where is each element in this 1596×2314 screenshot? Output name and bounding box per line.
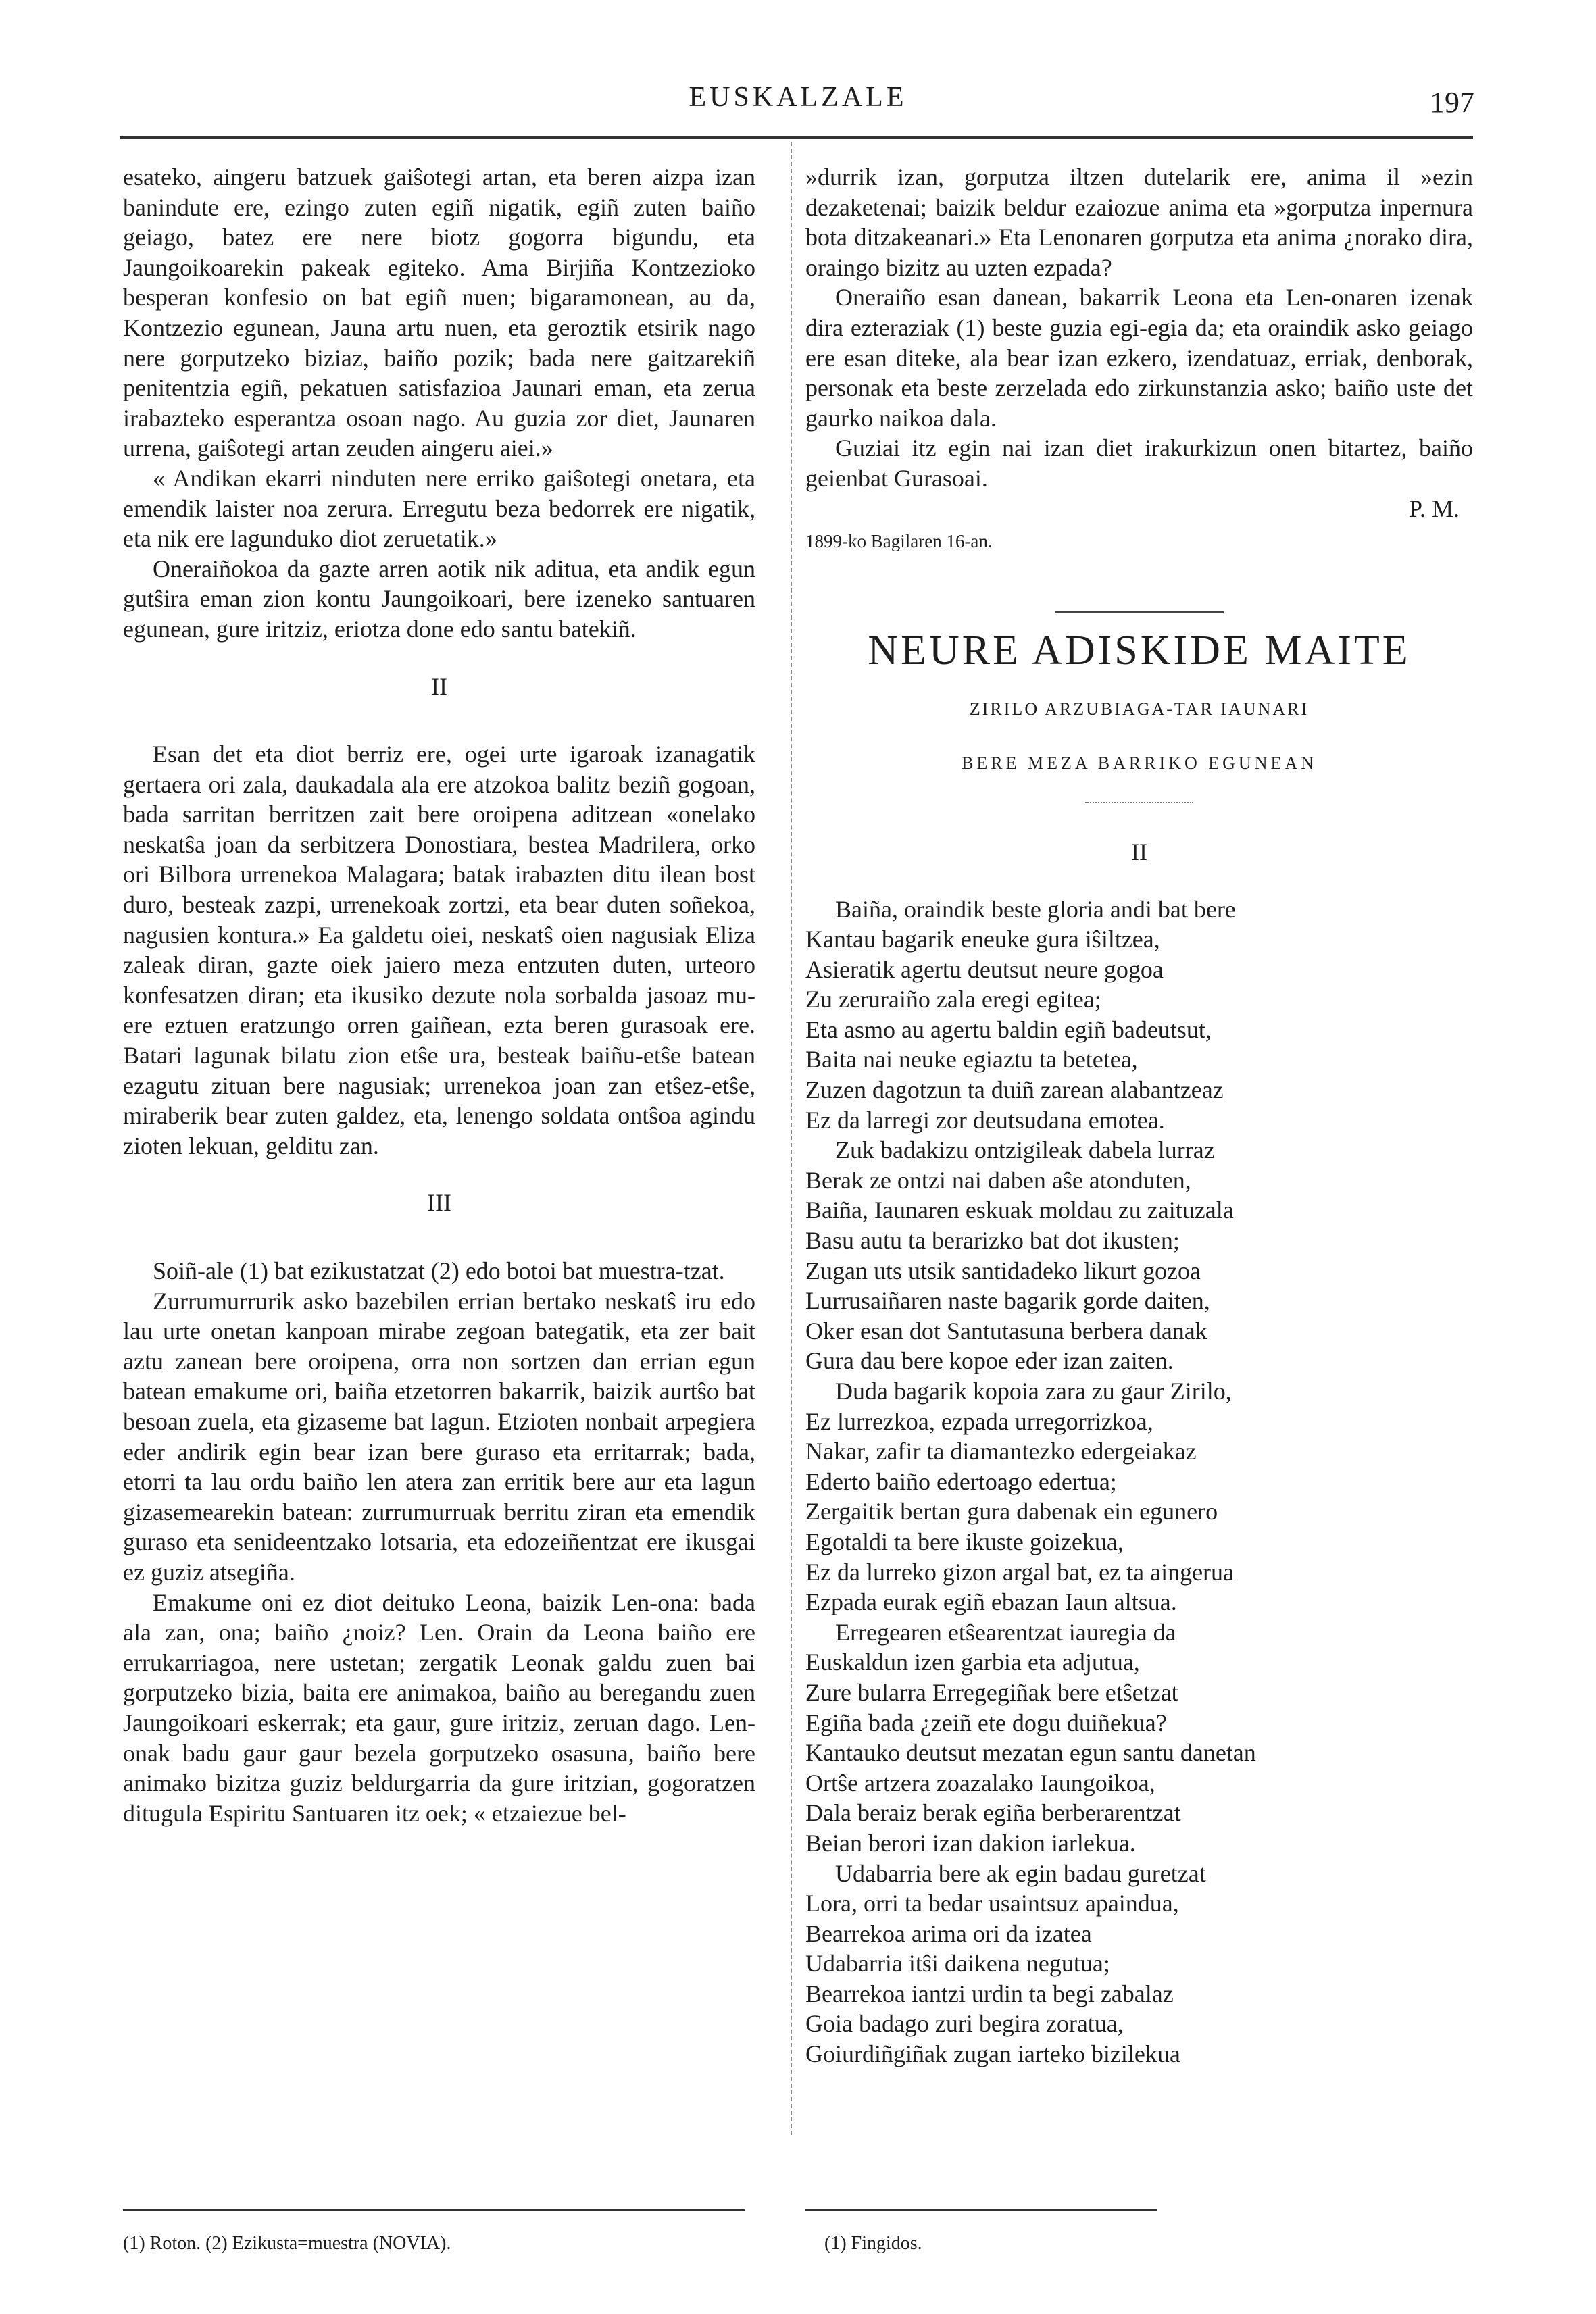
poem-line: Udabarria bere ak egin badau guretzat bbox=[835, 1859, 1206, 1887]
poem-line: Egotaldi ta bere ikuste goizekua, bbox=[805, 1528, 1124, 1555]
poem-line: Eta asmo au agertu baldin egiñ badeutsut, bbox=[805, 1015, 1212, 1043]
article-occasion: BERE MEZA BARRIKO EGUNEAN bbox=[962, 753, 1317, 774]
poem-line: Dala beraiz berak egiña berberarentzat bbox=[805, 1799, 1181, 1827]
poem-line: Basu autu ta berarizko bat dot ikusten; bbox=[805, 1227, 1180, 1255]
separator-ornament bbox=[805, 590, 1473, 597]
poem-line: Kantauko deutsut mezatan egun santu danetan bbox=[805, 1739, 1256, 1767]
paragraph: Oneraiñokoa da gazte arren aotik nik aditua, eta andik egun gutŝira eman zion kontu Jaungoikoari, bere izeneko santuaren egunean, gure iritziz, eriotza done edo santu batekiñ. bbox=[123, 555, 755, 643]
paragraph: Esan det eta diot berriz ere, ogei urte igaroak izanagatik gertaera ori zala, daukadala ala ere atzokoa balitz beziñ gogoan, bada sarritan berritzen zait bere oroipena aditzean «onelako neskatŝa joan da serbitzera Donostiara, bestea Madrilera, orko ori Bilbora urrenekoa Malagara; batak irabazten ditu ilean bost duro, besteak zazpi, urrenekoak zortzi, eta bear duten soñekoa, nagusien kontura.» Ea galdetu oiei, neskatŝ oien nagusiak Eliza zaleak diran, gazte oiek jaiero meza entzuten duten, urteoro konfesatzen diran; eta ikusiko dezute nola sorbalda jasoaz mu-ere eztuen eratzungo orren gaiñean, ezta beren gurasoak ere. Batari lagunak bilatu zion etŝe ura, besteak baiñu-etŝe batean ezagutu zituan bere nagusiak; urrenekoa joan zan etŝez-etŝe, miraberik bear zuten galdez, eta, lenengo soldata ontŝoa agindu zioten lekuan, gelditu zan. bbox=[123, 740, 755, 1159]
paragraph: « Andikan ekarri ninduten nere erriko gaiŝotegi onetara, eta emendik laister noa zerura. Erregutu beza bedorrek ere nigatik, eta nik ere lagunduko diot zeruetatik.» bbox=[123, 464, 755, 553]
author-signature: P. M. bbox=[1408, 495, 1460, 522]
footnote-rule bbox=[123, 2209, 745, 2211]
poem-line: Oker esan dot Santutasuna berbera danak bbox=[805, 1317, 1207, 1344]
poem-line: Duda bagarik kopoia zara zu gaur Zirilo, bbox=[835, 1378, 1232, 1405]
article-title: NEURE ADISKIDE MAITE bbox=[868, 627, 1411, 674]
paragraph: »durrik izan, gorputza iltzen dutelarik ere, anima il »ezin dezaketenai; baizik beldur ezaiozue anima eta »gorputza inpernura bota ditzakeanari.» Eta Lenonaren gorputza eta anima ¿norako dira, oraingo bizitz au uzten ezpada? bbox=[805, 164, 1473, 281]
article-dedication: ZIRILO ARZUBIAGA-TAR IAUNARI bbox=[969, 699, 1310, 719]
poem-line: Lurrusaiñaren naste bagarik gorde daiten, bbox=[805, 1287, 1210, 1315]
poem-line: Baiña, Iaunaren eskuak moldau zu zaituzala bbox=[805, 1197, 1234, 1224]
poem-line: Zuk badakizu ontzigileak dabela lurraz bbox=[835, 1136, 1215, 1164]
poem-line: Ez da lurreko gizon argal bat, ez ta aingerua bbox=[805, 1558, 1235, 1586]
poem-line: Udabarria itŝi daikena negutua; bbox=[805, 1950, 1110, 1978]
running-header bbox=[0, 81, 1596, 122]
column-divider bbox=[791, 142, 792, 2135]
poem-line: Nakar, zafir ta diamantezko edergeiakaz bbox=[805, 1438, 1197, 1465]
paragraph: Emakume oni ez diot deituko Leona, baizik Len-ona: bada ala zan, ona; baiño ¿noiz? Len. Orain da Leona baiño ere errukarriagoa, nere ustetan; zergatik Leonak galdu zuen bai gorputzeko bizia, baita ere animakoa, baiño au beregandu zuen Jaungoikoari eskerrak; eta gaur, gure iritziz, zeruan dago. Len-onak badu gaur gaur bezela gorputzeko osasuna, baiño bere animako bizitza guziz beldurgarria da gure iritzian, gogoratzen ditugula Espiritu Santuaren itz oek; « etzaiezue bel- bbox=[123, 1588, 755, 1827]
poem-line: Egiña bada ¿zeiñ ete dogu duiñekua? bbox=[805, 1709, 1167, 1736]
poem-line: Ezpada eurak egiñ ebazan Iaun altsua. bbox=[805, 1588, 1177, 1616]
paragraph: Guziai itz egin nai izan diet irakurkizun onen bitartez, baiño geienbat Gurasoai. bbox=[805, 434, 1473, 492]
poem-line: Kantau bagarik eneuke gura iŝiltzea, bbox=[805, 926, 1160, 953]
poem-line: Bearrekoa arima ori da izatea bbox=[805, 1919, 1092, 1947]
journal-title: EUSKALZALE bbox=[689, 82, 907, 113]
poem-line: Erregearen etŝearentzat iauregia da bbox=[835, 1618, 1176, 1646]
paragraph: esateko, aingeru batzuek gaiŝotegi artan, eta beren aizpa izan banindute ere, ezingo zuten egiñ nigatik, egiñ zuten baiño geiago, batez ere nere biotz gogorra bigundu, eta Jaungoikoarekin pakeak egiteko. Ama Birjiña Kontzezioko besperan konfesio on bat egiñ nuen; bigaramonean, au da, Kontzezio egunean, Jauna artu nuen, eta geroztik etsirik nago nere gorputzeko biziaz, baiño pozik; bada nere gaitzarekiñ penitentzia egiñ, pekatuen satisfazioa Jaunari eman, eta zerua irabazteko esperantza osoan nago. Au guzia zor diet, Jaunaren urrena, gaiŝotegi artan zeuden aingeru aiei.» bbox=[123, 164, 755, 462]
section-heading: II bbox=[1131, 838, 1147, 865]
poem-line: Baita nai neuke egiaztu ta betetea, bbox=[805, 1046, 1138, 1074]
right-column bbox=[805, 162, 1473, 2069]
poem-line: Bearrekoa iantzi urdin ta begi zabalaz bbox=[805, 1980, 1174, 2007]
section-heading: III bbox=[427, 1189, 451, 1217]
poem-line: Goia badago zuri begira zoratua, bbox=[805, 2010, 1124, 2038]
footnote: (1) Fingidos. bbox=[824, 2233, 922, 2254]
footnote: (1) Roton. (2) Ezikusta=muestra (NOVIA). bbox=[123, 2233, 451, 2254]
header-rule bbox=[120, 136, 1473, 139]
poem-line: Zure bularra Erregegiñak bere etŝetzat bbox=[805, 1678, 1178, 1706]
section-heading: II bbox=[431, 672, 447, 700]
poem-line: Ez da larregi zor deutsudana emotea. bbox=[805, 1106, 1165, 1134]
poem-line: Zugan uts utsik santidadeko likurt gozoa bbox=[805, 1257, 1201, 1284]
poem-line: Lora, orri ta bedar usaintsuz apaindua, bbox=[805, 1890, 1179, 1917]
poem-line: Ez lurrezkoa, ezpada urregorrizkoa, bbox=[805, 1407, 1153, 1435]
poem-line: Ortŝe artzera zoazalako Iaungoikoa, bbox=[805, 1769, 1155, 1796]
page-number: 197 bbox=[1430, 86, 1474, 119]
poem-line: Berak ze ontzi nai daben aŝe atonduten, bbox=[805, 1166, 1191, 1194]
poem-line: Beian berori izan dakion iarlekua. bbox=[805, 1829, 1136, 1857]
footnote-rule bbox=[805, 2209, 1157, 2211]
poem-line: Baiña, oraindik beste gloria andi bat bere bbox=[835, 895, 1236, 923]
dateline: 1899-ko Bagilaren 16-an. bbox=[805, 531, 993, 552]
paragraph: Oneraiño esan danean, bakarrik Leona eta Len-onaren izenak dira ezteraziak (1) beste guzia egi-egia da; eta oraindik asko geiago ere esan diteke, ala bear izan ezkero, izendatuaz, erriak, denborak, personak eta beste zerzelada edo zirkunstanzia asko; baiño uste det gaurko naikoa dala. bbox=[805, 284, 1473, 432]
paragraph: Zurrumurrurik asko bazebilen errian bertako neskatŝ iru edo lau urte onetan kanpoan mirabe zegoan bategatik, eta zer bait aztu zanean bere oroipena, orra non sortzen dan errian egun batean emakume ori, baiña etzetorren bakarrik, baizik aurtŝo bat besoan zuela, eta gizaseme bat lagun. Etzioten nonbait arpegiera eder andirik egin bear izan bere guraso eta erritarrak; bada, etorri ta lau ordu baiño len atera zan erritik bere aur eta lagun gizasemearekin batean: zurrumurruak berritu ziran eta emendik guraso eta senideentzako lotsaria, eta edozeiñentzat ere ikusgai ez guziz atsegiña. bbox=[123, 1287, 755, 1586]
poem-line: Goiurdiñgiñak zugan iarteko bizilekua bbox=[805, 2040, 1180, 2068]
paragraph: Soiñ-ale (1) bat ezikustatzat (2) edo botoi bat muestra-tzat. bbox=[153, 1257, 725, 1284]
poem-line: Euskaldun izen garbia eta adjutua, bbox=[805, 1649, 1140, 1676]
poem-line: Zu zeruraiño zala eregi egitea; bbox=[805, 986, 1101, 1013]
poem-line: Asieratik agertu deutsut neure gogoa bbox=[805, 955, 1164, 983]
poem-line: Zuzen dagotzun ta duiñ zarean alabantzeaz bbox=[805, 1076, 1224, 1104]
poem-line: Zergaitik bertan gura dabenak ein egunero bbox=[805, 1498, 1218, 1526]
short-rule bbox=[1085, 802, 1193, 803]
left-column bbox=[123, 162, 755, 1828]
poem-line: Ederto baiño edertoago edertua; bbox=[805, 1467, 1117, 1495]
poem-line: Gura dau bere kopoe eder izan zaiten. bbox=[805, 1347, 1174, 1375]
poem bbox=[805, 895, 1473, 2069]
